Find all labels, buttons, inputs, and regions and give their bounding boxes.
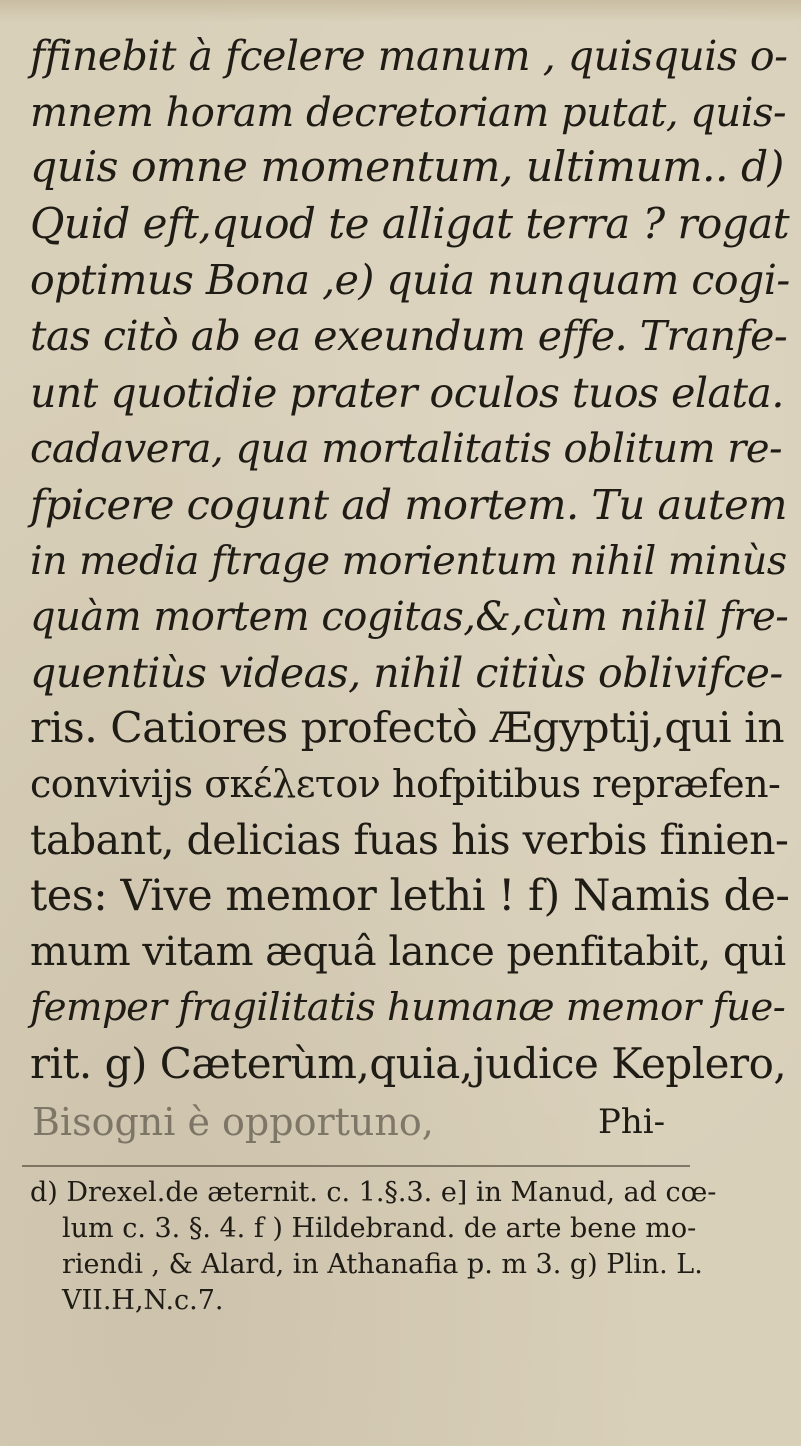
- body-line: tabant, delicias fuas his verbis finien-: [30, 816, 789, 864]
- body-line: rit. g) Cæterùm,quia,judice Keplero,: [30, 1039, 787, 1088]
- body-line: tes: Vive memor lethi ! f) Namis de-: [30, 871, 790, 921]
- faded-catchline: Bisogni è opportuno,: [32, 1100, 434, 1144]
- body-line: quis omne momentum, ultimum.. d): [30, 143, 784, 192]
- footnote-line: d) Drexel.de æternit. c. 1.§.3. e] in Manud, ad cœ-: [30, 1177, 717, 1208]
- body-line: cadavera, qua mortalitatis oblitum re-: [30, 426, 783, 472]
- body-line: femper fragilitatis humanæ memor fue-: [30, 985, 786, 1030]
- body-line: ffinebit à fcelere manum , quisquis o-: [30, 32, 788, 80]
- body-line: mnem horam decretoriam putat, quis-: [30, 90, 786, 136]
- footnote-line: riendi , & Alard, in Athanafia p. m 3. g) Plin. L.: [62, 1249, 703, 1280]
- page-edge-stain: [0, 0, 801, 22]
- body-line: unt quotidie prater oculos tuos elata.: [30, 369, 784, 417]
- footnote-line: VII.H,N.c.7.: [62, 1285, 224, 1316]
- body-line: in media ftrage morientum nihil minùs: [30, 538, 787, 584]
- body-line: fpicere cogunt ad mortem. Tu autem: [30, 480, 788, 529]
- footnote-line: lum c. 3. §. 4. f ) Hildebrand. de arte bene mo-: [62, 1213, 697, 1244]
- body-line: quàm mortem cogitas,&,cùm nihil fre-: [30, 594, 789, 640]
- body-line: ris. Catiores profectò Ægyptij,qui in: [30, 704, 785, 753]
- body-line: Quid eft,quod te alligat terra ? rogat: [30, 199, 790, 248]
- footnote-rule: [22, 1165, 690, 1167]
- body-line: convivijs σκέλετον hofpitibus repræfen-: [30, 762, 781, 806]
- body-line: tas citò ab ea exeundum effe. Tranfe-: [30, 312, 788, 360]
- body-line: optimus Bona ,e) quia nunquam cogi-: [30, 256, 790, 304]
- body-line: quentiùs videas, nihil citiùs oblivifce-: [30, 649, 783, 697]
- body-line: mum vitam æquâ lance penfitabit, qui: [30, 929, 786, 975]
- catchword: Phi-: [598, 1102, 666, 1142]
